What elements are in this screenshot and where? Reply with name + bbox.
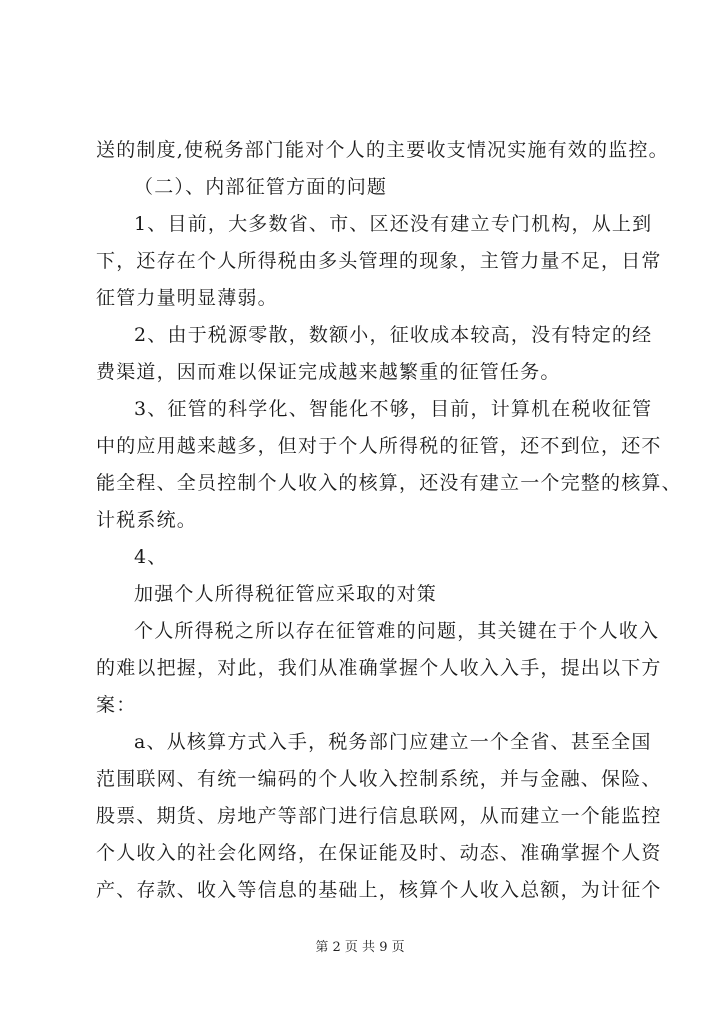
text-line: 个人所得税之所以存在征管难的问题，其关键在于个人收入 [134, 620, 660, 642]
text-line: 中的应用越来越多，但对于个人所得税的征管，还不到位，还不 [96, 435, 662, 457]
text-line: 下，还存在个人所得税由多头管理的现象，主管力量不足，日常 [96, 250, 662, 272]
text-line: 费渠道，因而难以保证完成越来越繁重的征管任务。 [96, 361, 561, 383]
text-line: 1、目前，大多数省、市、区还没有建立专门机构，从上到 [134, 213, 653, 235]
text-line: 案： [96, 694, 137, 716]
text-line: 4、 [134, 546, 168, 568]
text-line: 的难以把握，对此，我们从准确掌握个人收入入手，提出以下方 [96, 657, 662, 679]
text-line: 计税系统。 [96, 509, 198, 531]
text-line: 能全程、全员控制个人收入的核算，还没有建立一个完整的核算、 [96, 472, 682, 494]
text-line: 送的制度,使税务部门能对个人的主要收支情况实施有效的监控。 [96, 139, 669, 161]
text-line: 征管力量明显薄弱。 [96, 287, 278, 309]
text-line: a、从核算方式入手，税务部门应建立一个全省、甚至全国 [134, 731, 652, 753]
text-line: 个人收入的社会化网络，在保证能及时、动态、准确掌握个人资 [96, 842, 662, 864]
section-heading: 加强个人所得税征管应采取的对策 [134, 583, 438, 605]
text-line: 3、征管的科学化、智能化不够，目前，计算机在税收征管 [134, 398, 653, 420]
text-line: 产、存款、收入等信息的基础上，核算个人收入总额，为计征个 [96, 879, 662, 901]
text-line: 2、由于税源零散，数额小，征收成本较高，没有特定的经 [134, 324, 653, 346]
section-heading: （二）、内部征管方面的问题 [134, 176, 388, 198]
text-line: 股票、期货、房地产等部门进行信息联网，从而建立一个能监控 [96, 805, 662, 827]
page-footer: 第 2 页 共 9 页 [315, 940, 405, 955]
text-line: 范围联网、有统一编码的个人收入控制系统，并与金融、保险、 [96, 768, 662, 790]
